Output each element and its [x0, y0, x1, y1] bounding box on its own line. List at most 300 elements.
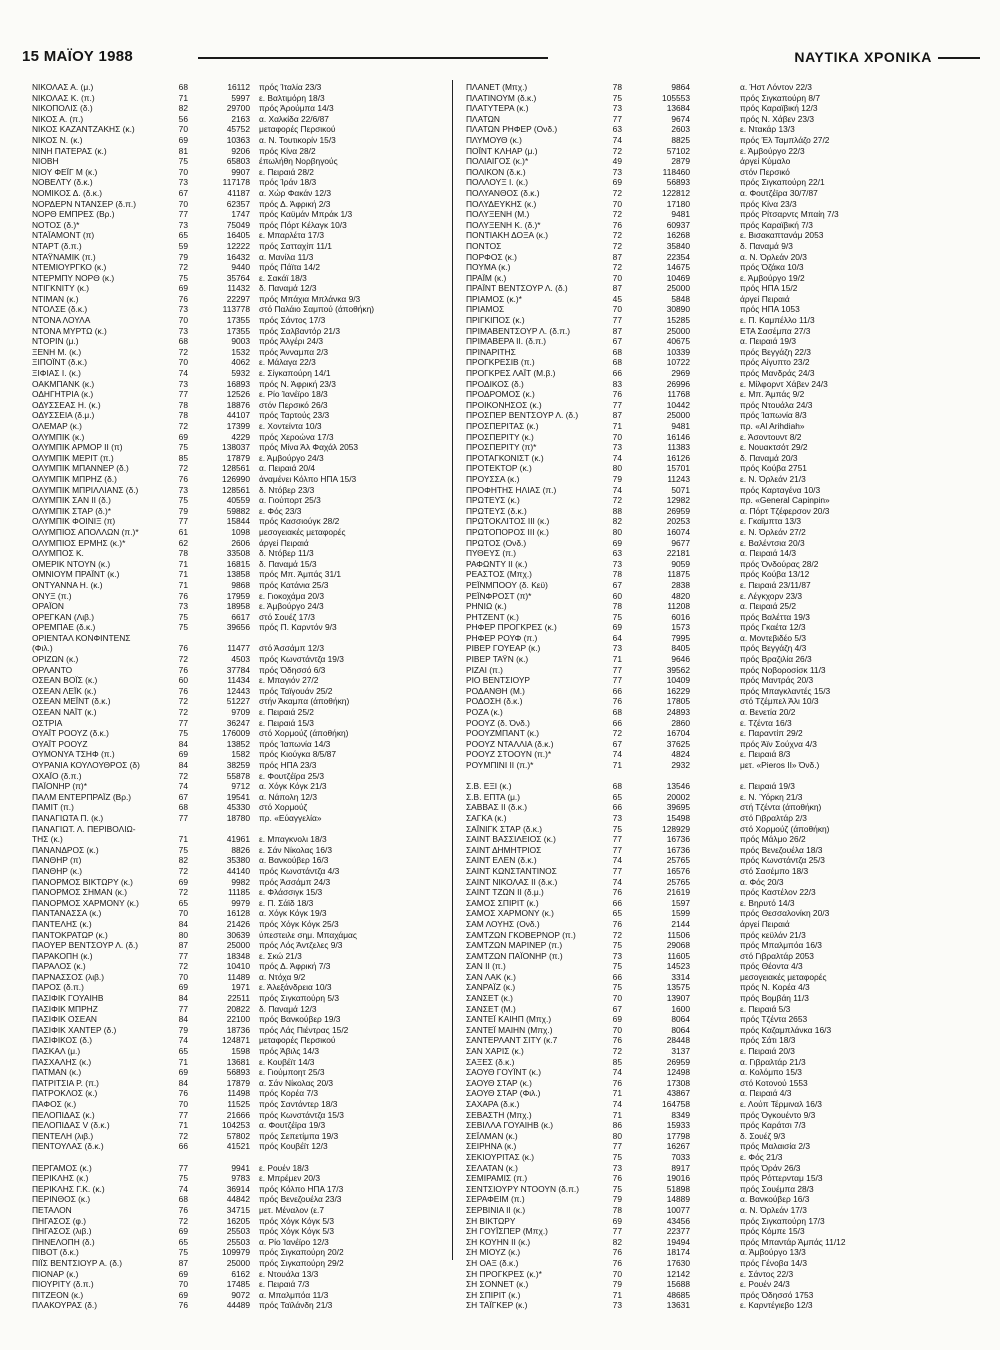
- position-note: πρός Λάς Πιέντρας 15/2: [259, 1024, 349, 1035]
- page-date: 15 ΜΑΪΟΥ 1988: [22, 48, 134, 65]
- position-note: ε. Μπ. Άμπάς 9/2: [740, 389, 805, 400]
- build-year: 82: [178, 103, 188, 114]
- position-note: πρός Βεγγάζη 22/3: [740, 346, 811, 357]
- ship-name: ΟΑΚΜΠΑΝΚ (κ.): [32, 378, 95, 389]
- tonnage: 10722: [666, 357, 690, 368]
- tonnage: 22377: [666, 1226, 690, 1237]
- build-year: 74: [612, 1099, 622, 1109]
- tonnage: 35380: [226, 855, 250, 866]
- tonnage: 5997: [231, 92, 250, 103]
- ship-name: ΝΙΚΟΛΑΣ Α. (μ.): [32, 82, 94, 92]
- ship-name: ΡΙΟ ΒΕΝΤΣΙΟΥΡ: [466, 675, 531, 686]
- ship-name: ΡΕΪΝΜΠΟΟΥ (δ. Κεϋ): [466, 579, 548, 590]
- build-year: 84: [178, 993, 188, 1004]
- tonnage: 17798: [666, 1130, 690, 1141]
- position-note: α. Σάν Νίκολας 20/3: [259, 1077, 334, 1088]
- ship-row: [466, 347, 986, 358]
- ship-row: [32, 972, 442, 983]
- ship-row: [466, 633, 986, 644]
- ship-name: ΟΛΥΜΠΙΚ ΣΤΑΡ (δ.)*: [32, 505, 112, 516]
- ship-row: [466, 103, 986, 114]
- build-year: 69: [178, 749, 188, 760]
- ship-name: ΡΟΔΑΝΘΗ (Μ.): [466, 685, 525, 696]
- tonnage: 128561: [222, 463, 250, 474]
- position-note: πρός Τζέντα 2653: [740, 1014, 808, 1025]
- ship-name: ΠΡΙΜΑΒΕΡΑ ΙΙ. (δ.π.): [466, 336, 547, 347]
- ship-row: [32, 707, 442, 718]
- position-note: πρός Καραϊβική 7/3: [740, 219, 813, 230]
- tonnage: 41521: [226, 1141, 250, 1152]
- ship-row: [466, 591, 986, 602]
- ship-row: [32, 495, 442, 506]
- position-note: ε. Φός 23/3: [259, 505, 302, 516]
- ship-row: [32, 389, 442, 400]
- build-year: 70: [178, 166, 188, 177]
- tonnage: 10339: [666, 346, 690, 357]
- ship-name: ΠΑΦΟΣ (κ.): [32, 1099, 77, 1109]
- position-note: ε. Ρίο Ίανέϊρο 18/3: [259, 389, 328, 400]
- build-year: 60: [612, 590, 622, 601]
- position-note: ε. Π. Καμπέλλο 11/3: [740, 315, 815, 326]
- position-note: στό Τζέμπελ Άλι 10/3: [740, 696, 819, 707]
- ship-name: ΠΡΩΤΟΠΟΡΟΣ ΙΙΙ (κ.): [466, 526, 549, 537]
- ship-row: [466, 728, 986, 739]
- ship-row: [466, 199, 986, 210]
- tonnage: 1598: [231, 1046, 250, 1057]
- position-note: πρός Όράν 26/3: [740, 1162, 801, 1173]
- position-note: πρός Μπάχια Μπλάνκα 9/3: [259, 293, 361, 304]
- build-year: 71: [178, 834, 188, 845]
- position-note: στήν Άκαμπα (άποθήκη): [259, 696, 350, 707]
- tonnage: 44842: [226, 1194, 250, 1205]
- tonnage: 33508: [226, 548, 250, 559]
- tonnage: 19494: [666, 1236, 690, 1247]
- tonnage: 1573: [671, 622, 690, 633]
- build-year: 73: [612, 950, 622, 961]
- build-year: 67: [178, 187, 188, 198]
- ship-row: [466, 749, 986, 760]
- ship-row: [466, 262, 986, 273]
- position-note: στό Άσσάμπ 12/3: [259, 643, 324, 654]
- ship-name: ΠΑΜΙΤ (π.): [32, 802, 74, 813]
- build-year: 72: [178, 262, 188, 273]
- position-note: πρός Κωνστάντζα 15/3: [259, 1109, 344, 1120]
- ship-row: [466, 887, 986, 898]
- tonnage: 17879: [226, 452, 250, 463]
- position-note: ε. Βαλέντσια 20/3: [740, 537, 805, 548]
- build-year: 72: [612, 209, 622, 220]
- ship-name: ΣΗ ΚΟΥΗΝ ΙΙ (κ.): [466, 1236, 531, 1247]
- build-year: 76: [178, 1300, 188, 1311]
- tonnage: 25000: [226, 1257, 250, 1268]
- tonnage: 17355: [226, 315, 250, 326]
- position-note: πρός Κωνστάντζα 4/3: [259, 865, 340, 876]
- ship-name: ΟΜΝΙΟΥΜ ΠΡΑΪΝΤ (κ.): [32, 569, 120, 580]
- ship-row: [466, 538, 986, 549]
- ship-name: ΠΟΝΤΟΣ: [466, 240, 502, 251]
- tonnage: 10410: [226, 961, 250, 972]
- tonnage: 10077: [666, 1204, 690, 1215]
- ship-name: ΞΙΠΟΪΝΤ (δ.κ.): [32, 357, 88, 368]
- build-year: 68: [178, 802, 188, 813]
- ship-row: [32, 1046, 442, 1057]
- position-note: πρός Ταϊγουάν 25/2: [259, 685, 333, 696]
- build-year: 68: [612, 781, 622, 792]
- build-year: 71: [178, 1120, 188, 1131]
- ship-row: [32, 347, 442, 358]
- tonnage: 40675: [666, 336, 690, 347]
- ship-row: [466, 1247, 986, 1258]
- tonnage: 44107: [226, 410, 250, 421]
- ship-row: [32, 1258, 442, 1269]
- position-note: πρός Καράτσι 7/3: [740, 1120, 806, 1131]
- ship-name: ΠΡΟΦΗΤΗΣ ΗΛΙΑΣ (π.): [466, 484, 557, 495]
- build-year: 69: [178, 283, 188, 294]
- build-year: 80: [612, 463, 622, 474]
- build-year: 82: [612, 516, 622, 527]
- position-note: πρός Σάτι 18/3: [740, 1035, 796, 1046]
- tonnage: 45752: [226, 124, 250, 135]
- ship-row: [466, 220, 986, 231]
- tonnage: 11768: [667, 389, 690, 400]
- build-year: 77: [612, 399, 622, 410]
- build-year: 73: [612, 1162, 622, 1173]
- ship-row: [32, 421, 442, 432]
- ship-name: ΠΡΟΙΚΟΝΗΣΟΣ (κ.): [466, 399, 542, 410]
- ship-name: ΟΥΑΪΤ ΡΟΟΥΖ (δ.κ.): [32, 728, 109, 739]
- ship-row: [32, 1216, 442, 1227]
- position-note: α. Ρίο Ίανέϊρο 12/3: [259, 1236, 329, 1247]
- build-year: 82: [178, 855, 188, 866]
- tonnage: 8064: [671, 1014, 690, 1025]
- position-note: ε. Ντακάρ 13/3: [740, 124, 795, 135]
- ship-name: ΠΡΩΤΕΥΣ (κ.): [466, 495, 520, 506]
- build-year: 84: [178, 760, 188, 770]
- tonnage: 14523: [666, 961, 690, 972]
- ship-row: [32, 527, 442, 538]
- tonnage: 39656: [226, 622, 250, 633]
- tonnage: 9864: [671, 82, 690, 92]
- ship-row: [32, 686, 442, 697]
- position-note: πρός ΗΠΑ 23/3: [259, 760, 317, 770]
- ship-name: ΠΟΡΦΟΣ (κ.): [466, 251, 517, 262]
- build-year: 71: [612, 1289, 622, 1300]
- build-year: 70: [612, 431, 622, 442]
- tonnage: 15933: [666, 1120, 690, 1131]
- build-year: 87: [612, 325, 622, 336]
- tonnage: 55878: [226, 770, 250, 781]
- tonnage: 2932: [671, 760, 690, 770]
- ship-name: ΠΑΝΟΡΜΟΣ ΒΙΚΤΩΡΥ (κ.): [32, 876, 133, 887]
- ship-name: ΠΡΑΪΜ (κ.): [466, 272, 507, 283]
- ship-name: ΟΜΕΡΙΚ ΝΤΟΥΝ (κ.): [32, 558, 111, 569]
- ship-name: ΠΑΝΘΗΡ (π): [32, 855, 82, 866]
- tonnage: 60937: [666, 219, 690, 230]
- position-note: πρός Πόρτ Κέλαγκ 10/3: [259, 219, 347, 230]
- position-note: πρός Κούβα 2751: [740, 463, 807, 474]
- ship-name: ΠΟΥΜΑ (κ.): [466, 262, 511, 273]
- position-note: πρός Κίνα 28/2: [259, 145, 316, 156]
- build-year: 87: [178, 940, 188, 951]
- ship-name: ΠΑΡΟΣ (δ.π.): [32, 982, 84, 993]
- tonnage: 8825: [671, 134, 690, 145]
- ship-row: [466, 1205, 986, 1216]
- ship-row: [32, 209, 442, 220]
- position-note: πρός Σιγκαπούρη 8/7: [740, 92, 821, 103]
- ship-row: [466, 940, 986, 951]
- position-note: πρός Κιούγκα 8/5/87: [259, 749, 336, 760]
- ship-row: [32, 781, 442, 792]
- ship-name: ΠΟΛΙΚΟΝ (δ.κ.): [466, 166, 526, 177]
- ship-row: [32, 982, 442, 993]
- ship-name: ΠΡΙΑΜΟΣ: [466, 304, 505, 315]
- tonnage: 21666: [226, 1109, 250, 1120]
- build-year: 70: [178, 971, 188, 982]
- build-year: 71: [612, 654, 622, 665]
- position-note: ε. Άμβούργο 19/2: [740, 272, 805, 283]
- position-note: πρός Αίγυπτο 23/2: [740, 357, 810, 368]
- position-note: ε. Σίγκαπούρη 14/1: [259, 368, 331, 379]
- build-year: 70: [612, 198, 622, 209]
- ship-name: ΝΟΡΔΕΡΝ ΝΤΑΝΣΕΡ (δ.π.): [32, 198, 137, 209]
- ship-name: ΠΕΛΟΠΙΔΑΣ V (δ.κ.): [32, 1120, 110, 1131]
- tonnage: 9481: [671, 209, 690, 220]
- ship-name: ΝΙΚΟΣ Α. (π.): [32, 113, 84, 124]
- build-year: 65: [612, 908, 622, 919]
- ship-row: [466, 559, 986, 570]
- tonnage: 41187: [227, 187, 250, 198]
- position-note: άργεί Πειραιά: [740, 918, 790, 929]
- build-year: 77: [612, 315, 622, 326]
- tonnage: 117178: [222, 177, 250, 188]
- build-year: 62: [178, 537, 188, 548]
- position-note: α. Χαλκίδα 22/6/87: [259, 113, 329, 124]
- ship-name: ΣΕΡΑΦΕΙΜ (π.): [466, 1194, 525, 1205]
- ship-name: ΣΑΝΡΑΪΖ (κ.): [466, 982, 516, 993]
- ship-row: [466, 156, 986, 167]
- build-year: 70: [178, 357, 188, 368]
- build-year: 75: [612, 961, 622, 972]
- ship-name: ΣΗ ΠΡΟΓΚΡΕΣ (κ.)*: [466, 1268, 542, 1279]
- build-year: 72: [178, 865, 188, 876]
- ship-row: [466, 1046, 986, 1057]
- ship-row: [32, 866, 442, 877]
- position-note: πρός Πάϊτα 14/2: [259, 262, 320, 273]
- position-note: ε. Σακάϊ 18/3: [259, 272, 307, 283]
- tonnage: 11489: [227, 971, 250, 982]
- ship-name: ΡΟΟΥΖ (δ. Όνδ.): [466, 717, 530, 728]
- ship-name: ΟΡΙΖΩΝ (κ.): [32, 654, 79, 665]
- ship-row: [32, 1088, 442, 1099]
- ship-name: ΟΡΑΪΟΝ: [32, 601, 64, 612]
- ship-row: [466, 336, 986, 347]
- position-note: δ. Ντόβερ 11/3: [259, 548, 314, 559]
- ship-row: [466, 569, 986, 580]
- tonnage: 2144: [671, 918, 690, 929]
- header-rule-left: [198, 57, 548, 59]
- position-note: πρός Άβιλς 14/3: [259, 1046, 320, 1057]
- ship-name: ΟΥΑΪΤ ΡΟΟΥΖ: [32, 738, 88, 749]
- position-note: πρός Ν. Χάβεν 23/3: [740, 113, 815, 124]
- ship-row: [32, 156, 442, 167]
- ship-name: ΠΑΛΜ ΕΝΤΕΡΠΡΑΪΖ (Βρ.): [32, 791, 132, 802]
- build-year: 71: [178, 92, 188, 103]
- ship-name: ΣΕΡΒΙΝΙΑ ΙΙ (κ.): [466, 1204, 526, 1215]
- ship-name: ΡΙΒΕΡ ΓΟΥΕΑΡ (κ.): [466, 643, 541, 654]
- ship-row: [466, 495, 986, 506]
- ship-name: ΝΤΕΡΜΠΥ ΝΟΡΘ (κ.): [32, 272, 115, 283]
- ship-name: ΟΔΥΣΣΕΙΑ (δ.μ.): [32, 410, 95, 421]
- ship-name: ΠΛΑΤΩΝ: [466, 113, 500, 124]
- position-note: πρός Μαντράς 20/3: [740, 675, 814, 686]
- position-note: ε. Ρουέν 18/3: [259, 1162, 309, 1173]
- ship-row: [466, 1237, 986, 1248]
- ship-name: ΝΤΟΝΑ ΜΥΡΤΩ (κ.): [32, 325, 107, 336]
- left-column: [32, 82, 442, 1311]
- tonnage: 11434: [227, 675, 250, 686]
- position-note: ε. Πειραιά 23/11/87: [740, 579, 811, 590]
- tonnage: 16736: [666, 844, 690, 855]
- tonnage: 37784: [226, 664, 250, 675]
- build-year: 80: [612, 526, 622, 537]
- build-year: 79: [178, 251, 188, 262]
- position-note: ε. Μπαρλέτα 17/3: [259, 230, 325, 241]
- position-note: ύπεστειλε σημ. Μπαχάμας: [259, 929, 357, 940]
- position-note: α. Φουτζέϊρα 19/3: [259, 1120, 326, 1131]
- build-year: 68: [612, 707, 622, 718]
- ship-name: ΣΑΝ ΙΙ (π.): [466, 961, 506, 972]
- build-year: 77: [178, 389, 188, 400]
- position-note: μετ. «Pieros II» Όνδ.): [740, 760, 820, 770]
- ship-name: ΠΑΝΑΝΔΡΟΣ (κ.): [32, 844, 99, 855]
- position-note: άργεί Πειραιά: [259, 537, 309, 548]
- ship-name: ΡΗΦΕΡ ΠΡΟΓΚΡΕΣ (κ.): [466, 622, 557, 633]
- ship-row: [466, 135, 986, 146]
- position-note: στό Χορμούζ (άποθήκη): [259, 728, 349, 739]
- ship-name: ΟΡΛΑΝΤΟ: [32, 664, 73, 675]
- ship-row: [32, 824, 442, 835]
- position-note: ε. Βαλτιμόρη 18/3: [259, 92, 325, 103]
- ship-name: ΡΙΒΕΡ ΤΑΫΝ (κ.): [466, 654, 529, 665]
- ship-name: ΠΛΥΜΟΥΘ (κ.): [466, 134, 522, 145]
- build-year: 76: [612, 696, 622, 707]
- build-year: 70: [612, 1024, 622, 1035]
- build-year: 75: [178, 156, 188, 167]
- build-year: 77: [178, 1003, 188, 1014]
- ship-name: ΟΛΥΜΠΙΚ ΣΑΝ ΙΙ (δ.): [32, 495, 111, 506]
- ship-row: [466, 654, 986, 665]
- ship-row: [32, 400, 442, 411]
- position-note: ε. Άμβούργο 24/3: [259, 452, 324, 463]
- tonnage: 8405: [671, 643, 690, 654]
- ship-name: (Φιλ.): [32, 643, 53, 654]
- ship-name: ΟΛΥΜΠΙΚ ΑΡΜΟΡ ΙΙ (π): [32, 442, 123, 453]
- position-note: ε. Λέγκχορν 23/3: [740, 590, 803, 601]
- build-year: 77: [612, 1226, 622, 1237]
- tonnage: 9674: [671, 113, 690, 124]
- tonnage: 21619: [666, 887, 690, 898]
- ship-row: [466, 368, 986, 379]
- ship-name: ΠΑΤΡΟΚΛΟΣ (κ.): [32, 1088, 98, 1099]
- tonnage: 10363: [226, 134, 250, 145]
- tonnage: 22181: [666, 548, 690, 559]
- tonnage: 16267: [666, 1141, 690, 1152]
- ship-name: ΡΟΥΜΠΙΝΙ ΙΙ (π.)*: [466, 760, 534, 770]
- build-year: 68: [178, 1194, 188, 1205]
- ship-name: ΣΑΓΚΑ (κ.): [466, 812, 507, 823]
- build-year: 87: [612, 251, 622, 262]
- ship-row: [32, 474, 442, 485]
- ship-row: [32, 665, 442, 676]
- position-note: πρός Χεροώνα 17/3: [259, 431, 334, 442]
- build-year: 69: [178, 1226, 188, 1237]
- build-year: 80: [612, 1130, 622, 1141]
- tonnage: 9979: [231, 897, 250, 908]
- position-note: α. Πειραιά 14/3: [740, 548, 797, 559]
- tonnage: 11432: [227, 283, 250, 294]
- tonnage: 5071: [671, 484, 690, 495]
- position-note: πρός Σιγκαπούρη 29/2: [259, 1257, 344, 1268]
- tonnage: 13852: [226, 738, 250, 749]
- ship-name: ΠΙΤΖΕΟΝ (κ.): [32, 1289, 84, 1300]
- ship-row: [466, 1078, 986, 1089]
- build-year: 73: [612, 103, 622, 114]
- build-year: 76: [612, 389, 622, 400]
- ship-name: ΝΤΑΫΝΑΜΙΚ (π.): [32, 251, 96, 262]
- build-year: 72: [178, 696, 188, 707]
- ship-name: ΠΡΙΑΜΟΣ (κ.)*: [466, 293, 522, 304]
- ship-name: ΠΡΙΝΑΡΙΤΗΣ: [466, 346, 516, 357]
- ship-row: [466, 834, 986, 845]
- ship-name: ΠΑΝΟΡΜΟΣ ΣΗΜΑΝ (κ.): [32, 887, 128, 898]
- ship-name: ΠΛΑΤΩΝ ΡΗΦΕΡ (Ονδ.): [466, 124, 558, 135]
- tonnage: 13858: [226, 569, 250, 580]
- position-note: πρός Άνναμπα 2/3: [259, 346, 329, 357]
- ship-name: ΣΑΜΟΣ ΧΑΡΜΟΝΥ (κ.): [466, 908, 554, 919]
- ship-row: [32, 760, 442, 771]
- ship-row: [32, 114, 442, 125]
- tonnage: 16268: [666, 230, 690, 241]
- tonnage: 16576: [666, 865, 690, 876]
- ship-name: ΝΤΙΜΑΝ (κ.): [32, 293, 79, 304]
- build-year: 76: [178, 473, 188, 484]
- build-year: 69: [612, 622, 622, 633]
- build-year: 70: [612, 304, 622, 315]
- position-note: α. Φουτζέϊρα 30/7/87: [740, 187, 818, 198]
- position-note: α. Μπαλμπόα 11/3: [259, 1289, 329, 1300]
- build-year: 66: [612, 971, 622, 982]
- build-year: 64: [612, 632, 622, 643]
- position-note: ε. Ν. Όρλεάν 21/3: [740, 473, 806, 484]
- position-note: πρός Λός Άντζελες 9/3: [259, 940, 343, 951]
- build-year: 73: [612, 558, 622, 569]
- ship-row: [466, 1184, 986, 1195]
- position-note: α. Πόρτ Τζέφερσον 20/3: [740, 505, 830, 516]
- position-note: πρός Π. Καρντόν 9/3: [259, 622, 337, 633]
- tonnage: 75049: [226, 219, 250, 230]
- position-note: πρός Ρόττερνταμ 15/3: [740, 1173, 823, 1184]
- position-note: έπωλήθη Νορβηγούς: [259, 156, 338, 167]
- build-year: 74: [178, 1183, 188, 1194]
- ship-row: [466, 1099, 986, 1110]
- position-note: πρός Μπαλμπόα 16/3: [740, 940, 822, 951]
- tonnage: 16229: [666, 685, 690, 696]
- ship-name: ΣΕΒΙΛΛΑ ΓΟΥΑΙΗΒ (κ.): [466, 1120, 554, 1131]
- build-year: 79: [612, 1279, 622, 1290]
- tonnage: 16432: [226, 251, 250, 262]
- ship-row: [466, 506, 986, 517]
- position-note: ε. Παραντίπ 29/2: [740, 728, 803, 739]
